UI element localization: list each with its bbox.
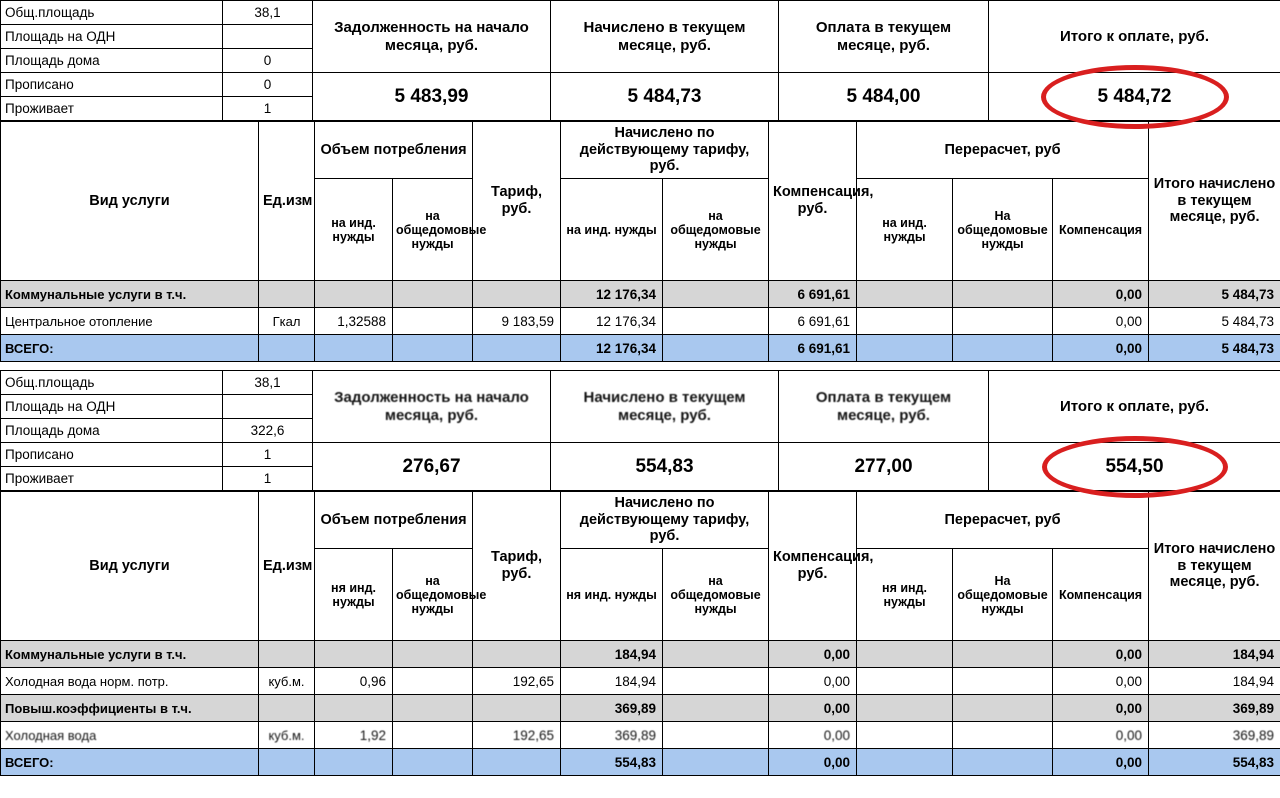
row-tariff [473,695,561,722]
info-label: Прописано [1,73,223,97]
summary-value-debt: 276,67 [313,443,551,491]
table-row [1,281,1280,308]
info-label: Площадь дома [1,49,223,73]
row-recalc-ind [857,668,953,695]
col-header-service: Вид услуги [1,122,259,281]
col-header-volume-ind: ня инд. нужды [315,549,393,641]
row-charged-odn [663,668,769,695]
row-service: Коммунальные услуги в т.ч. [1,281,259,308]
col-header-charged-group: Начислено по действующему тарифу, руб. [561,492,769,549]
row-charged-ind: 369,89 [561,722,663,749]
row-recalc-ind [857,335,953,362]
row-recalc-odn [953,335,1053,362]
row-volume-odn [393,335,473,362]
col-header-recalc-ind: на инд. нужды [857,179,953,281]
summary-header-charged: Начислено в текущем месяце, руб. [551,1,779,73]
table-row [1,722,1280,749]
row-volume-odn [393,695,473,722]
row-recalc-comp: 0,00 [1053,641,1149,668]
col-header-volume-odn: на общедомовые нужды [393,179,473,281]
col-header-unit: Ед.изм [259,492,315,641]
row-charged-ind: 369,89 [561,695,663,722]
row-unit [259,695,315,722]
summary-value-total-text: 554,50 [1105,455,1164,477]
row-total: 184,94 [1149,668,1280,695]
row-charged-ind: 554,83 [561,749,663,776]
detail-table-heating [0,121,1280,362]
row-charged-odn [663,641,769,668]
info-value [223,395,313,419]
row-compensation: 0,00 [769,722,857,749]
row-recalc-odn [953,308,1053,335]
row-unit [259,749,315,776]
row-compensation: 0,00 [769,641,857,668]
row-recalc-ind [857,749,953,776]
info-label: Общ.площадь [1,371,223,395]
row-tariff: 192,65 [473,668,561,695]
table-row [1,668,1280,695]
row-compensation: 6 691,61 [769,308,857,335]
row-recalc-odn [953,281,1053,308]
row-compensation: 6 691,61 [769,335,857,362]
row-recalc-odn [953,641,1053,668]
col-header-recalc-group: Перерасчет, руб [857,122,1149,179]
info-value: 38,1 [223,1,313,25]
row-recalc-odn [953,749,1053,776]
col-header-charged-ind: ня инд. нужды [561,549,663,641]
col-header-recalc-odn: На общедомовые нужды [953,549,1053,641]
col-header-unit: Ед.изм [259,122,315,281]
row-total: 5 484,73 [1149,281,1280,308]
summary-header-charged: Начислено в текущем месяце, руб. [551,371,779,443]
row-compensation: 0,00 [769,695,857,722]
col-header-volume-group: Объем потребления [315,492,473,549]
row-charged-odn [663,281,769,308]
row-recalc-ind [857,695,953,722]
row-volume-odn [393,281,473,308]
row-service: Центральное отопление [1,308,259,335]
info-label: Площадь на ОДН [1,395,223,419]
col-header-compensation: Компенсация, руб. [769,492,857,641]
row-recalc-comp: 0,00 [1053,335,1149,362]
col-header-recalc-comp: Компенсация [1053,549,1149,641]
info-value: 1 [223,97,313,121]
col-header-compensation: Компенсация, руб. [769,122,857,281]
row-total: 184,94 [1149,641,1280,668]
row-charged-odn [663,695,769,722]
row-recalc-odn [953,695,1053,722]
row-recalc-odn [953,668,1053,695]
info-label: Площадь дома [1,419,223,443]
detail-table-cold-water [0,491,1280,776]
row-tariff [473,335,561,362]
row-volume-ind [315,281,393,308]
summary-table-cold-water [0,370,1280,491]
row-volume-odn [393,722,473,749]
summary-value-charged: 554,83 [551,443,779,491]
col-header-tariff: Тариф, руб. [473,492,561,641]
row-volume-odn [393,749,473,776]
info-value: 322,6 [223,419,313,443]
col-header-recalc-odn: На общедомовые нужды [953,179,1053,281]
row-recalc-ind [857,722,953,749]
summary-value-paid: 277,00 [779,443,989,491]
row-volume-ind [315,695,393,722]
table-row-total [1,749,1280,776]
info-value: 38,1 [223,371,313,395]
row-compensation: 0,00 [769,668,857,695]
row-service: Холодная вода норм. потр. [1,668,259,695]
row-recalc-comp: 0,00 [1053,281,1149,308]
row-recalc-odn [953,722,1053,749]
summary-value-paid: 5 484,00 [779,73,989,121]
row-recalc-ind [857,308,953,335]
summary-value-debt: 5 483,99 [313,73,551,121]
info-label: Проживает [1,97,223,121]
row-service: Холодная вода [1,722,259,749]
col-header-charged-odn: на общедомовые нужды [663,549,769,641]
summary-header-debt: Задолженность на начало месяца, руб. [313,371,551,443]
row-recalc-comp: 0,00 [1053,722,1149,749]
row-compensation: 0,00 [769,749,857,776]
row-unit [259,641,315,668]
row-volume-ind: 1,32588 [315,308,393,335]
row-volume-ind: 1,92 [315,722,393,749]
row-charged-ind: 12 176,34 [561,281,663,308]
row-tariff [473,641,561,668]
row-tariff: 192,65 [473,722,561,749]
info-value: 1 [223,467,313,491]
info-value: 0 [223,49,313,73]
table-row [1,308,1280,335]
row-volume-ind: 0,96 [315,668,393,695]
summary-value-total [989,443,1280,491]
col-header-recalc-ind: ня инд. нужды [857,549,953,641]
col-header-volume-group: Объем потребления [315,122,473,179]
col-header-charged-odn: на общедомовые нужды [663,179,769,281]
summary-value-total-text: 5 484,72 [1097,85,1172,107]
info-label: Площадь на ОДН [1,25,223,49]
col-header-volume-ind: на инд. нужды [315,179,393,281]
row-charged-ind: 184,94 [561,641,663,668]
row-tariff [473,749,561,776]
row-unit [259,335,315,362]
info-value: 1 [223,443,313,467]
row-total: 369,89 [1149,722,1280,749]
row-tariff [473,281,561,308]
row-recalc-comp: 0,00 [1053,749,1149,776]
info-value [223,25,313,49]
col-header-volume-odn: на общедомовые нужды [393,549,473,641]
row-volume-ind [315,749,393,776]
summary-value-total [989,73,1280,121]
info-label: Проживает [1,467,223,491]
row-total: 369,89 [1149,695,1280,722]
summary-header-debt: Задолженность на начало месяца, руб. [313,1,551,73]
row-charged-ind: 12 176,34 [561,308,663,335]
row-total: 554,83 [1149,749,1280,776]
table-row [1,695,1280,722]
col-header-recalc-comp: Компенсация [1053,179,1149,281]
row-unit: Гкал [259,308,315,335]
summary-value-charged: 5 484,73 [551,73,779,121]
info-label: Общ.площадь [1,1,223,25]
col-header-tariff: Тариф, руб. [473,122,561,281]
table-row-total [1,335,1280,362]
table-row [1,641,1280,668]
row-volume-odn [393,308,473,335]
row-charged-ind: 184,94 [561,668,663,695]
col-header-service: Вид услуги [1,492,259,641]
row-charged-ind: 12 176,34 [561,335,663,362]
row-unit [259,281,315,308]
col-header-charged-ind: на инд. нужды [561,179,663,281]
info-label: Прописано [1,443,223,467]
row-charged-odn [663,335,769,362]
row-volume-ind [315,641,393,668]
row-charged-odn [663,749,769,776]
row-charged-odn [663,722,769,749]
row-tariff: 9 183,59 [473,308,561,335]
row-compensation: 6 691,61 [769,281,857,308]
col-header-total: Итого начислено в текущем месяце, руб. [1149,492,1280,641]
row-recalc-ind [857,641,953,668]
row-unit: куб.м. [259,668,315,695]
block-separator [0,362,1280,370]
summary-table-heating [0,0,1280,121]
row-volume-odn [393,668,473,695]
row-recalc-comp: 0,00 [1053,668,1149,695]
row-service: Повыш.коэффициенты в т.ч. [1,695,259,722]
row-volume-odn [393,641,473,668]
row-service: ВСЕГО: [1,749,259,776]
summary-header-total: Итого к оплате, руб. [989,1,1280,73]
row-recalc-comp: 0,00 [1053,308,1149,335]
row-recalc-ind [857,281,953,308]
row-total: 5 484,73 [1149,335,1280,362]
col-header-recalc-group: Перерасчет, руб [857,492,1149,549]
summary-header-total: Итого к оплате, руб. [989,371,1280,443]
summary-header-paid: Оплата в текущем месяце, руб. [779,371,989,443]
info-value: 0 [223,73,313,97]
col-header-charged-group: Начислено по действующему тарифу, руб. [561,122,769,179]
row-unit: куб.м. [259,722,315,749]
row-service: Коммунальные услуги в т.ч. [1,641,259,668]
summary-header-paid: Оплата в текущем месяце, руб. [779,1,989,73]
row-total: 5 484,73 [1149,308,1280,335]
row-charged-odn [663,308,769,335]
row-volume-ind [315,335,393,362]
row-service: ВСЕГО: [1,335,259,362]
row-recalc-comp: 0,00 [1053,695,1149,722]
col-header-total: Итого начислено в текущем месяце, руб. [1149,122,1280,281]
